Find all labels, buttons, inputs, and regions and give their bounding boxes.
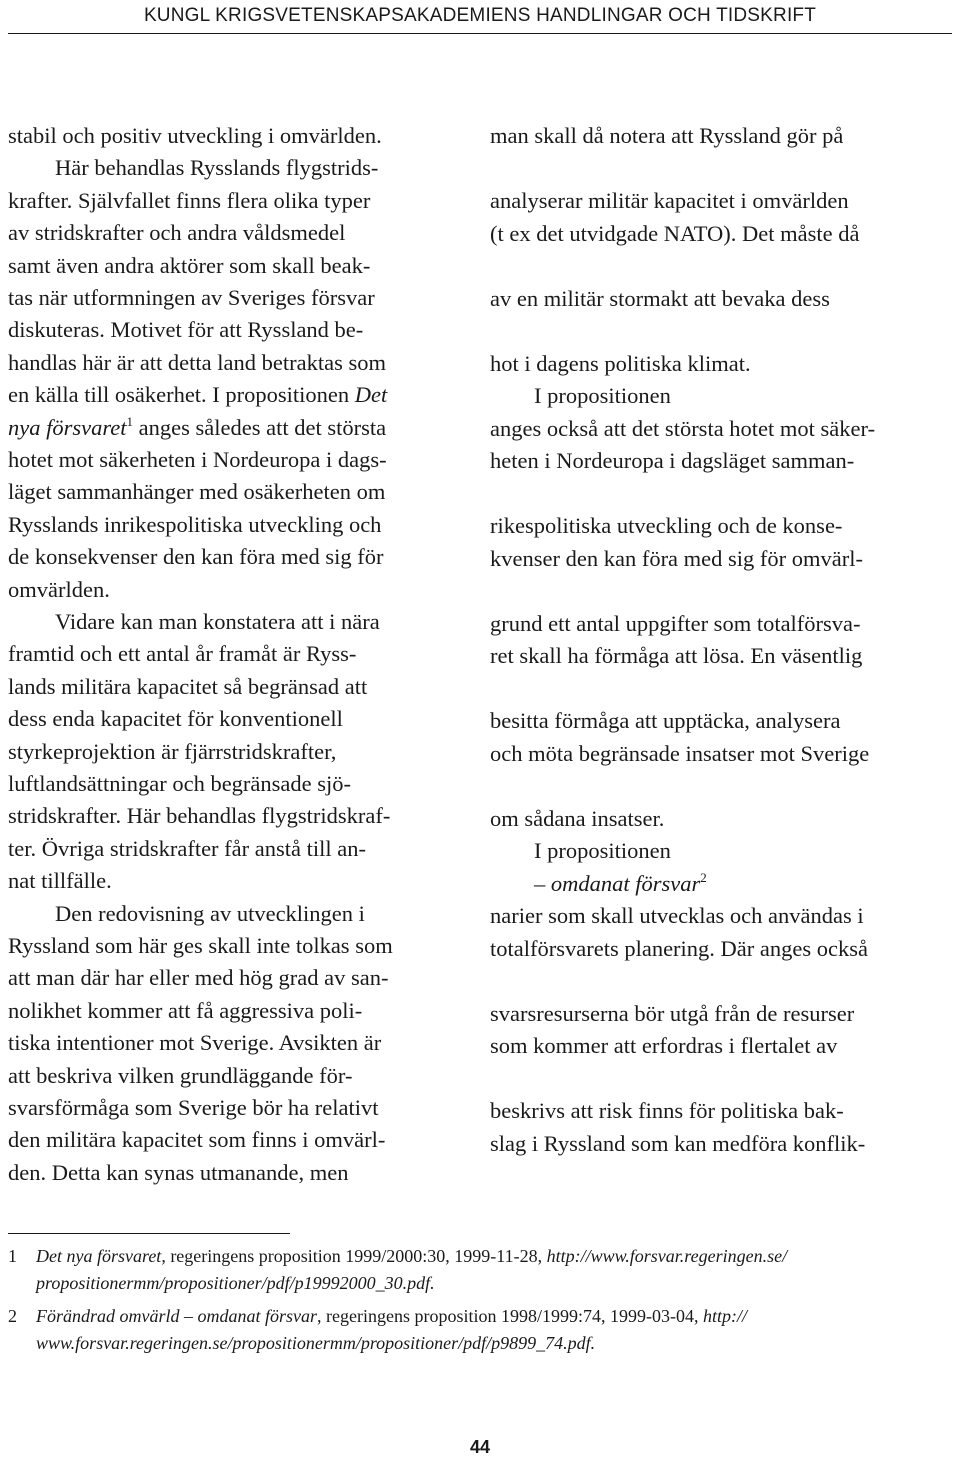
italic-text: Det <box>354 382 388 408</box>
text-run: man skall då notera att Ryssland gör på <box>490 123 844 148</box>
text-line <box>490 608 861 640</box>
text-line <box>490 380 671 412</box>
text-run: anges således att det största <box>133 414 387 440</box>
text-run: Ryssland som här ges skall inte tolkas som <box>8 933 393 958</box>
text-run: handlas här är att detta land betraktas som <box>8 349 386 375</box>
text-line <box>8 1124 385 1156</box>
text-run: beskrivs att risk finns för politiska bak- <box>490 1098 844 1123</box>
text-run: grund ett antal uppgifter som totalförsva- <box>490 610 861 636</box>
italic-text: nya försvaret <box>8 414 127 440</box>
italic-text: Det nya försvaret <box>36 1246 162 1266</box>
text-line <box>490 738 869 770</box>
text-run: heten i Nordeuropa i dagsläget samman- <box>490 448 855 473</box>
text-run: ret skall ha förmåga att lösa. En väsentlig <box>490 643 863 668</box>
text-run: nolikhet kommer att få aggressiva poli- <box>8 997 363 1023</box>
header-rule <box>8 33 952 34</box>
text-line <box>8 574 110 606</box>
text-run: Vidare kan man konstatera att i nära <box>55 609 380 634</box>
text-line <box>8 865 112 897</box>
text-run: dess enda kapacitet för konventionell <box>8 706 343 732</box>
text-run: (t ex det utvidgade NATO). Det måste då <box>490 220 860 246</box>
text-line <box>8 898 365 930</box>
text-run: en källa till osäkerhet. I propositionen <box>8 382 355 408</box>
text-line <box>490 348 751 380</box>
text-run: narier som skall utvecklas och användas i <box>490 903 864 928</box>
running-head: KUNGL KRIGSVETENSKAPSAKADEMIENS HANDLINGAR OCH TIDSKRIFT <box>143 5 817 26</box>
text-line <box>8 541 384 573</box>
text-line <box>490 835 671 867</box>
text-line <box>8 671 367 703</box>
text-line <box>8 703 343 735</box>
text-run: besitta förmåga att upptäcka, analysera <box>490 708 841 733</box>
text-run: som kommer att erfordras i flertalet av <box>490 1033 838 1058</box>
italic-text: propositionermm/propositioner/pdf/p19992000_30.pdf. <box>36 1273 435 1293</box>
text-run: luftlandsättningar och begränsade sjö- <box>8 771 352 796</box>
text-run: Den redovisning av utvecklingen i <box>55 900 365 926</box>
text-line <box>8 800 390 832</box>
text-line <box>8 1092 379 1124</box>
text-run: av stridskrafter och andra våldsmedel <box>8 220 346 246</box>
text-run: analyserar militär kapacitet i omvärlden <box>490 188 849 213</box>
italic-text: www.forsvar.regeringen.se/propositionermm/propositioner/pdf/p9899_74.pdf. <box>36 1333 596 1353</box>
text-line <box>8 185 370 217</box>
text-run: kvenser den kan föra med sig för omvärl- <box>490 545 863 571</box>
text-line <box>490 510 842 542</box>
italic-text: Förändrad omvärld – omdanat försvar <box>36 1306 318 1326</box>
italic-text: http:// <box>702 1306 747 1326</box>
text-line <box>8 995 362 1027</box>
text-run: , regeringens proposition 1998/1999:74, 1999-03-04, <box>317 1306 703 1326</box>
text-line <box>490 1128 865 1160</box>
text-line <box>490 803 664 835</box>
text-run: Här behandlas Rysslands flygstrids- <box>55 155 379 181</box>
text-line <box>8 768 351 800</box>
text-line <box>490 120 843 152</box>
footnote <box>8 1243 958 1299</box>
text-line <box>8 638 356 670</box>
text-run: nat tillfälle. <box>8 868 112 894</box>
text-run: läget sammanhänger med osäkerheten om <box>8 479 386 505</box>
text-line <box>490 283 830 315</box>
text-line <box>490 1095 844 1127</box>
text-run: rikespolitiska utveckling och de konse- <box>490 513 843 538</box>
text-run: att man där har eller med hög grad av san- <box>8 965 389 991</box>
footnote-number: 2 <box>8 1306 17 1326</box>
text-line <box>490 900 864 932</box>
text-run: krafter. Självfallet finns flera olika typer <box>8 187 371 213</box>
text-line <box>8 476 385 508</box>
text-line <box>8 152 378 184</box>
text-line <box>490 543 863 575</box>
text-run: tas när utformningen av Sveriges försvar <box>8 285 375 310</box>
text-line <box>8 412 386 444</box>
text-line <box>8 606 380 638</box>
text-run: att beskriva vilken grundläggande för- <box>8 1062 353 1088</box>
text-line <box>490 1030 837 1062</box>
text-run: I propositionen <box>534 838 671 863</box>
text-run: svarsförmåga som Sverige bör ha relativt <box>8 1095 379 1120</box>
text-line <box>8 962 388 994</box>
text-run: styrkeprojektion är fjärrstridskrafter, <box>8 738 337 764</box>
text-run: och möta begränsade insatser mot Sverige <box>490 740 870 766</box>
text-line <box>490 640 862 672</box>
text-run: totalförsvarets planering. Där anges också <box>490 935 868 961</box>
text-line <box>8 379 387 411</box>
text-run: den. Detta kan synas utmanande, men <box>8 1159 349 1185</box>
text-line <box>8 509 381 541</box>
text-run: tiska intentioner mot Sverige. Avsikten är <box>8 1030 382 1056</box>
footnote-line <box>36 1270 435 1296</box>
footnote-line <box>36 1330 595 1356</box>
italic-text: http://www.forsvar.regeringen.se/ <box>546 1246 788 1266</box>
text-line <box>8 250 370 282</box>
footnote-line <box>36 1303 747 1329</box>
footnote-number: 1 <box>8 1246 17 1266</box>
text-run: omvärlden. <box>8 576 110 602</box>
text-run: slag i Ryssland som kan medföra konflik- <box>490 1130 866 1156</box>
text-line <box>490 705 840 737</box>
text-run: framtid och ett antal år framåt är Ryss- <box>8 641 357 667</box>
text-run: – <box>534 870 551 896</box>
italic-text: omdanat försvar <box>550 870 701 896</box>
footnote-line <box>36 1243 787 1269</box>
text-line <box>8 282 375 314</box>
text-run: hotet mot säkerheten i Nordeuropa i dags- <box>8 447 387 472</box>
text-run: diskuteras. Motivet för att Ryssland be- <box>8 317 364 343</box>
footnote-ref: 1 <box>126 413 134 429</box>
footnote-rule <box>8 1233 290 1234</box>
text-run: om sådana insatser. <box>490 805 665 831</box>
text-line <box>8 1157 349 1189</box>
text-line <box>8 833 366 865</box>
text-run: ter. Övriga stridskrafter får anstå till an- <box>8 835 366 861</box>
text-line <box>490 413 875 445</box>
text-line <box>8 120 382 152</box>
text-line <box>8 347 386 379</box>
text-run: av en militär stormakt att bevaka dess <box>490 285 830 311</box>
text-run: stridskrafter. Här behandlas flygstridskraf- <box>8 803 391 829</box>
text-run: samt även andra aktörer som skall beak- <box>8 252 371 278</box>
text-line <box>8 444 387 476</box>
text-line <box>8 314 363 346</box>
text-run: I propositionen <box>534 383 671 408</box>
text-run: lands militära kapacitet så begränsad att <box>8 673 368 699</box>
text-run: de konsekvenser den kan föra med sig för <box>8 544 384 570</box>
text-run: den militära kapacitet som finns i omvärl- <box>8 1127 386 1153</box>
text-run: , regeringens proposition 1999/2000:30, 1999-11-28, <box>161 1246 547 1266</box>
footnote <box>8 1303 958 1359</box>
text-line <box>8 1060 352 1092</box>
text-line <box>490 998 854 1030</box>
text-line <box>8 736 336 768</box>
text-run: Rysslands inrikespolitiska utveckling och <box>8 511 382 537</box>
footnote-ref: 2 <box>700 869 707 885</box>
text-run: anges också att det största hotet mot säker- <box>490 415 876 441</box>
page-number: 44 <box>469 1437 491 1457</box>
text-run: stabil och positiv utveckling i omvärlden. <box>8 123 382 148</box>
text-line <box>490 185 849 217</box>
text-line <box>8 217 345 249</box>
text-run: hot i dagens politiska klimat. <box>490 350 751 376</box>
text-line <box>490 218 859 250</box>
text-line <box>490 868 707 900</box>
text-line <box>490 933 868 965</box>
text-line <box>490 445 854 477</box>
text-line <box>8 930 393 962</box>
text-run: svarsresurserna bör utgå från de resurser <box>490 1000 855 1026</box>
text-line <box>8 1027 381 1059</box>
